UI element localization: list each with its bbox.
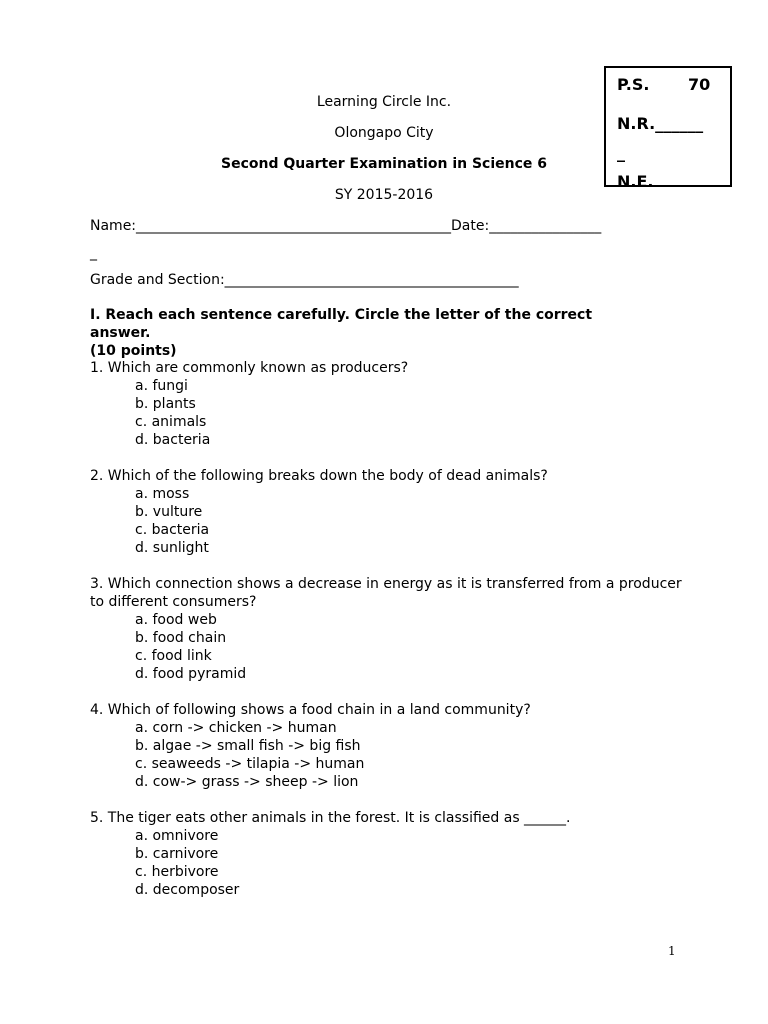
choice-b[interactable]: b. carnivore [135, 846, 219, 862]
choice-b[interactable]: b. algae -> small fish -> big fish [135, 738, 361, 754]
instructions-line-3: (10 points) [90, 343, 177, 359]
choice-a[interactable]: a. omnivore [135, 828, 219, 844]
question-1 [90, 359, 690, 449]
exam-title: Second Quarter Examination in Science 6 [220, 156, 548, 172]
question-text: 1. Which are commonly known as producers? [90, 360, 409, 376]
page-number: 1 [668, 944, 676, 958]
nr-continuation: _ [617, 143, 625, 162]
name-date-field[interactable]: Name:_____________________________________________Date:________________ [90, 218, 602, 234]
question-text: 3. Which connection shows a decrease in energy as it is transferred from a producer to different consumers? [90, 576, 682, 610]
question-3 [90, 575, 690, 683]
choice-c[interactable]: c. seaweeds -> tilapia -> human [135, 756, 365, 772]
grade-section-field[interactable]: Grade and Section:__________________________________________ [90, 272, 519, 288]
choice-d[interactable]: d. food pyramid [135, 666, 247, 682]
choice-b[interactable]: b. plants [135, 396, 196, 412]
choice-c[interactable]: c. bacteria [135, 522, 210, 538]
ne-label: N.E. [617, 172, 654, 191]
choice-d[interactable]: d. sunlight [135, 540, 209, 556]
choice-b[interactable]: b. food chain [135, 630, 227, 646]
city-name: Olongapo City [334, 125, 434, 141]
instructions [90, 306, 592, 360]
choice-a[interactable]: a. moss [135, 486, 190, 502]
question-4 [90, 701, 690, 791]
choice-a[interactable]: a. food web [135, 612, 217, 628]
question-text: 5. The tiger eats other animals in the forest. It is classified as ______. [90, 810, 571, 826]
question-2 [90, 467, 690, 557]
question-text: 4. Which of following shows a food chain in a land community? [90, 702, 531, 718]
school-year: SY 2015-2016 [334, 187, 434, 203]
question-list [90, 359, 690, 917]
choice-d[interactable]: d. cow-> grass -> sheep -> lion [135, 774, 359, 790]
choice-b[interactable]: b. vulture [135, 504, 203, 520]
choice-c[interactable]: c. herbivore [135, 864, 219, 880]
question-5 [90, 809, 690, 899]
instructions-line-1: I. Reach each sentence carefully. Circle the letter of the correct [90, 307, 593, 323]
choice-d[interactable]: d. decomposer [135, 882, 240, 898]
name-field-continuation: _ [90, 245, 97, 261]
ps-value: 70 [688, 75, 711, 94]
choice-c[interactable]: c. animals [135, 414, 207, 430]
nr-label: N.R.______ [617, 114, 704, 133]
question-text: 2. Which of the following breaks down the body of dead animals? [90, 468, 548, 484]
choice-a[interactable]: a. corn -> chicken -> human [135, 720, 337, 736]
score-box [604, 66, 732, 191]
choice-a[interactable]: a. fungi [135, 378, 188, 394]
ps-label: P.S. [617, 75, 650, 94]
choice-d[interactable]: d. bacteria [135, 432, 211, 448]
choice-c[interactable]: c. food link [135, 648, 212, 664]
instructions-line-2: answer. [90, 325, 151, 341]
school-name: Learning Circle Inc. [316, 94, 452, 110]
